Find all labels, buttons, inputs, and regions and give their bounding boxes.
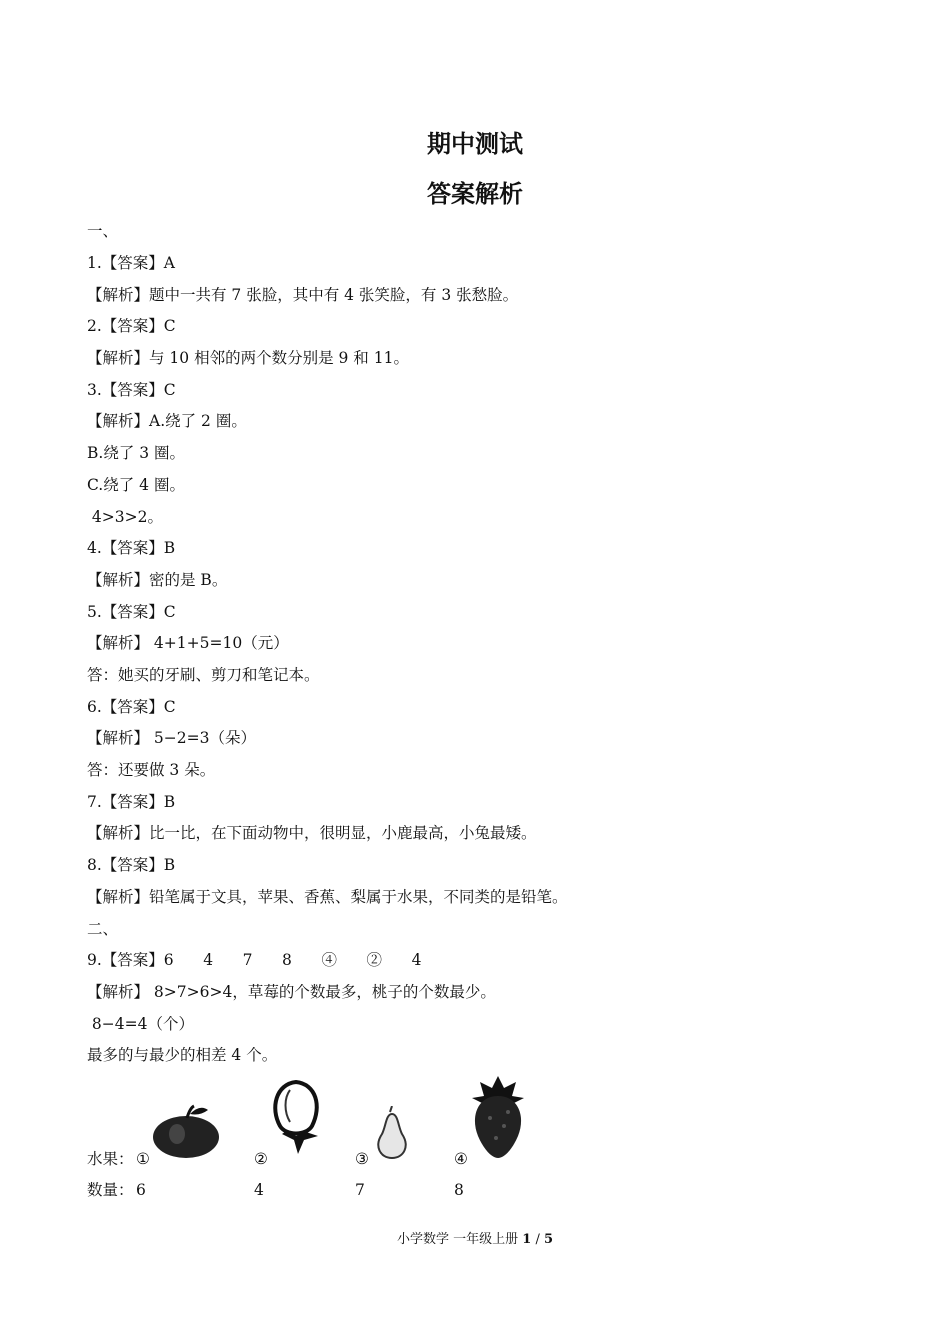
explanation-line: 【解析】A.绕了 2 圈。 bbox=[87, 412, 247, 430]
explanation-line: 【解析】铅笔属于文具，苹果、香蕉、梨属于水果，不同类的是铅笔。 bbox=[87, 888, 568, 906]
explanation-line: 【解析】 8>7>6>4，草莓的个数最多，桃子的个数最少。 bbox=[87, 983, 496, 1001]
answer-line: 7.【答案】B bbox=[87, 793, 176, 811]
answer-line: 4.【答案】B bbox=[87, 539, 176, 557]
footer-subject: 小学数学 一年级上册 bbox=[396, 1232, 519, 1247]
fruit-row-label: 水果： bbox=[87, 1150, 134, 1168]
fruit-count: 4 bbox=[254, 1181, 264, 1199]
section-heading-2: 二、 bbox=[87, 920, 119, 938]
explanation-line: 【解析】与 10 相邻的两个数分别是 9 和 11。 bbox=[87, 349, 409, 367]
footer-separator: / bbox=[535, 1232, 540, 1247]
explanation-line: 8−4=4（个） bbox=[87, 1015, 194, 1033]
answer-line: 2.【答案】C bbox=[87, 317, 176, 335]
answer-line: 9.【答案】6 4 7 8 ④ ② 4 bbox=[87, 951, 422, 969]
page-subtitle: 答案解析 bbox=[427, 180, 523, 208]
explanation-line: 【解析】 5−2=3（朵） bbox=[87, 729, 256, 747]
explanation-line: 最多的与最少的相差 4 个。 bbox=[87, 1046, 278, 1064]
footer-page-number: 1 bbox=[522, 1232, 532, 1247]
fruit-count: 7 bbox=[355, 1181, 365, 1199]
explanation-line: 【解析】比一比，在下面动物中，很明显，小鹿最高，小兔最矮。 bbox=[87, 824, 537, 842]
explanation-line: 【解析】题中一共有 7 张脸，其中有 4 张笑脸，有 3 张愁脸。 bbox=[87, 286, 519, 304]
fruit-marker: ④ bbox=[454, 1150, 468, 1168]
explanation-line: 答：她买的牙刷、剪刀和笔记本。 bbox=[87, 666, 320, 684]
section-heading-1: 一、 bbox=[87, 222, 119, 240]
fruit-count: 6 bbox=[136, 1181, 146, 1199]
answer-line: 8.【答案】B bbox=[87, 856, 176, 874]
fruit-marker: ② bbox=[254, 1150, 268, 1168]
peach-icon bbox=[268, 1078, 324, 1158]
explanation-line: B.绕了 3 圈。 bbox=[87, 444, 186, 462]
fruit-marker: ① bbox=[136, 1150, 150, 1168]
fruit-count: 8 bbox=[454, 1181, 464, 1199]
fruit-marker: ③ bbox=[355, 1150, 369, 1168]
count-row-label: 数量： bbox=[87, 1181, 134, 1199]
strawberry-icon bbox=[468, 1074, 528, 1160]
pear-icon bbox=[372, 1106, 412, 1160]
answer-line: 1.【答案】A bbox=[87, 254, 175, 272]
apple-icon bbox=[150, 1104, 222, 1160]
answer-line: 3.【答案】C bbox=[87, 381, 176, 399]
page-title: 期中测试 bbox=[427, 130, 523, 158]
explanation-line: 【解析】 4+1+5=10（元） bbox=[87, 634, 289, 652]
explanation-line: 【解析】密的是 B。 bbox=[87, 571, 228, 589]
footer-total-pages: 5 bbox=[543, 1232, 554, 1247]
answer-line: 5.【答案】C bbox=[87, 603, 176, 621]
explanation-line: C.绕了 4 圈。 bbox=[87, 476, 185, 494]
explanation-line: 4>3>2。 bbox=[87, 508, 163, 526]
page-footer bbox=[0, 1228, 950, 1247]
explanation-line: 答：还要做 3 朵。 bbox=[87, 761, 216, 779]
answer-line: 6.【答案】C bbox=[87, 698, 176, 716]
